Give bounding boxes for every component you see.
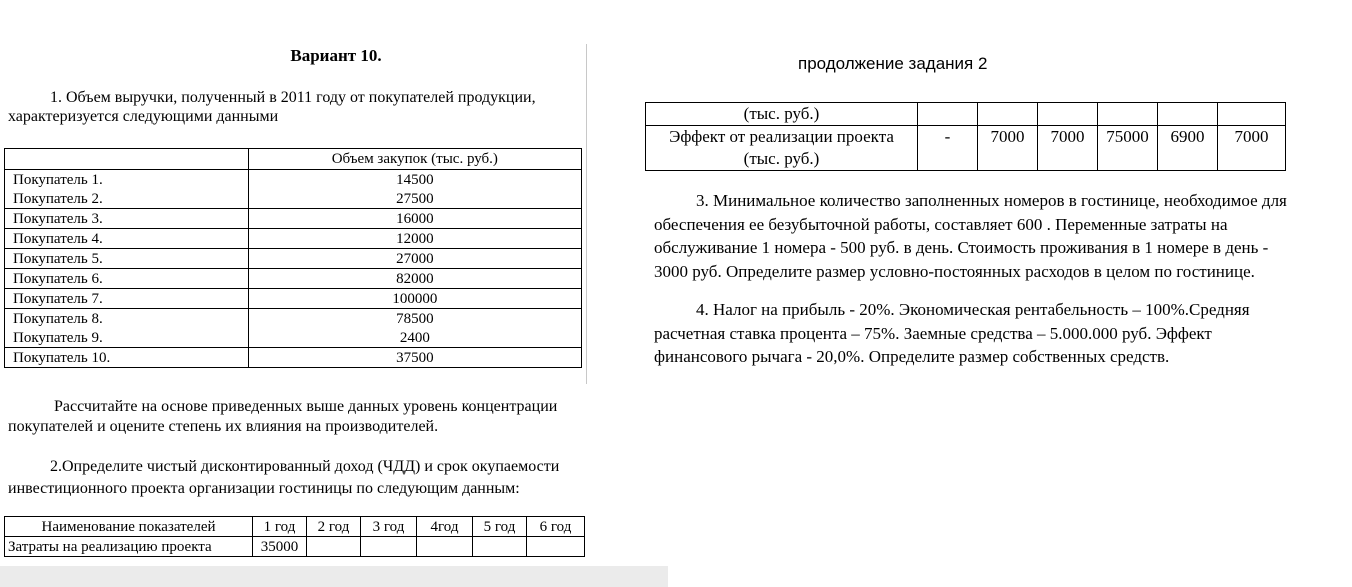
calc-note-line1: Рассчитайте на основе приведенных выше данных уровень концентрации [54,398,558,415]
buyer-name: Покупатель 6. [5,269,249,289]
horizontal-scrollbar[interactable] [0,566,668,587]
buyer-value: 16000 [248,209,581,229]
task4-line2: расчетная ставка процента – 75%. Заемные средства – 5.000.000 руб. Эффект [654,323,1212,343]
task3-line2: обеспечения ее безубыточной работы, составляет 600 . Переменные затраты на [654,214,1228,234]
table-cell: 7000 [978,126,1038,171]
buyer-name: Покупатель 2. [5,189,249,209]
table-cell: 75000 [1098,126,1158,171]
column-header: 4год [417,517,473,537]
table-row [5,189,582,209]
table-cell [361,537,417,557]
task1-line1: 1. Объем выручки, полученный в 2011 году от покупателей продукции, [50,89,536,106]
buyer-value: 12000 [248,229,581,249]
table-row [5,328,582,348]
table-row [5,170,582,190]
table-cell [918,103,978,126]
buyer-value: 14500 [248,170,581,190]
calc-note-paragraph [8,397,644,437]
table-row [5,309,582,329]
buyer-value: 2400 [248,328,581,348]
buyer-value: 100000 [248,289,581,309]
buyer-value: 27000 [248,249,581,269]
calc-note-line2: покупателей и оцените степень их влияния на производителей. [8,418,439,435]
buyer-value: 37500 [248,348,581,368]
task3-line1: 3. Минимальное количество заполненных номеров в гостинице, необходимое для [696,191,1287,210]
table-row [646,103,1286,126]
project-costs-table [4,516,585,557]
table-header-row [5,517,585,537]
row-label [646,126,918,171]
table-row [5,348,582,368]
variant-title: Вариант 10. [290,46,382,65]
buyer-name: Покупатель 10. [5,348,249,368]
row-label-line2: (тыс. руб.) [743,149,820,168]
buyer-value: 82000 [248,269,581,289]
buyer-value: 27500 [248,189,581,209]
task4-line3: финансового рычага - 20,0%. Определите размер собственных средств. [654,347,1170,366]
buyer-name: Покупатель 5. [5,249,249,269]
row-label-line1: Эффект от реализации проекта [669,127,894,146]
buyer-name: Покупатель 8. [5,309,249,329]
buyer-name: Покупатель 7. [5,289,249,309]
table-cell [1218,103,1286,126]
table-cell: 35000 [253,537,307,557]
continuation-heading: продолжение задания 2 [798,54,988,73]
table-cell [417,537,473,557]
table-cell: - [918,126,978,171]
table-row [5,537,585,557]
table-cell [1038,103,1098,126]
task1-line2: характеризуется следующими данными [8,108,279,125]
table-header: Объем закупок (тыс. руб.) [248,149,581,170]
table-cell [473,537,527,557]
table-row [646,126,1286,171]
buyer-name: Покупатель 9. [5,328,249,348]
column-header: 6 год [527,517,585,537]
table-cell [1158,103,1218,126]
table-row [5,289,582,309]
row-label: Затраты на реализацию проекта [5,537,253,557]
column-header: 5 год [473,517,527,537]
table-cell [978,103,1038,126]
row-label: (тыс. руб.) [646,103,918,126]
task4-paragraph [654,298,1348,369]
task3-line4: 3000 руб. Определите размер условно-постоянных расходов в целом по гостинице. [654,261,1255,281]
table-header-empty [5,149,249,170]
buyer-name: Покупатель 3. [5,209,249,229]
table-cell: 7000 [1218,126,1286,171]
project-effect-table [645,102,1286,171]
column-header: 3 год [361,517,417,537]
table-header-row [5,149,582,170]
buyer-name: Покупатель 4. [5,229,249,249]
buyer-value: 78500 [248,309,581,329]
table-row [5,249,582,269]
page-divider [586,44,587,384]
buyer-name: Покупатель 1. [5,170,249,190]
table-row [5,209,582,229]
column-header: 1 год [253,517,307,537]
buyers-table [4,148,582,368]
table-cell: 6900 [1158,126,1218,171]
table-row [5,269,582,289]
table-cell [527,537,585,557]
task4-line1: 4. Налог на прибыль - 20%. Экономическая рентабельность – 100%.Средняя [696,300,1250,319]
task2-line1: 2.Определите чистый дисконтированный доход (ЧДД) и срок окупаемости [50,458,560,475]
task3-line3: обслуживание 1 номера - 500 руб. в день. Стоимость проживания в 1 номере в день - [654,238,1269,257]
column-header: Наименование показателей [5,517,253,537]
table-cell [1098,103,1158,126]
task2-line2: инвестиционного проекта организации гостиницы по следующим данным: [8,480,520,497]
task3-paragraph [654,189,1348,283]
table-cell: 7000 [1038,126,1098,171]
table-cell [307,537,361,557]
table-row [5,229,582,249]
column-header: 2 год [307,517,361,537]
